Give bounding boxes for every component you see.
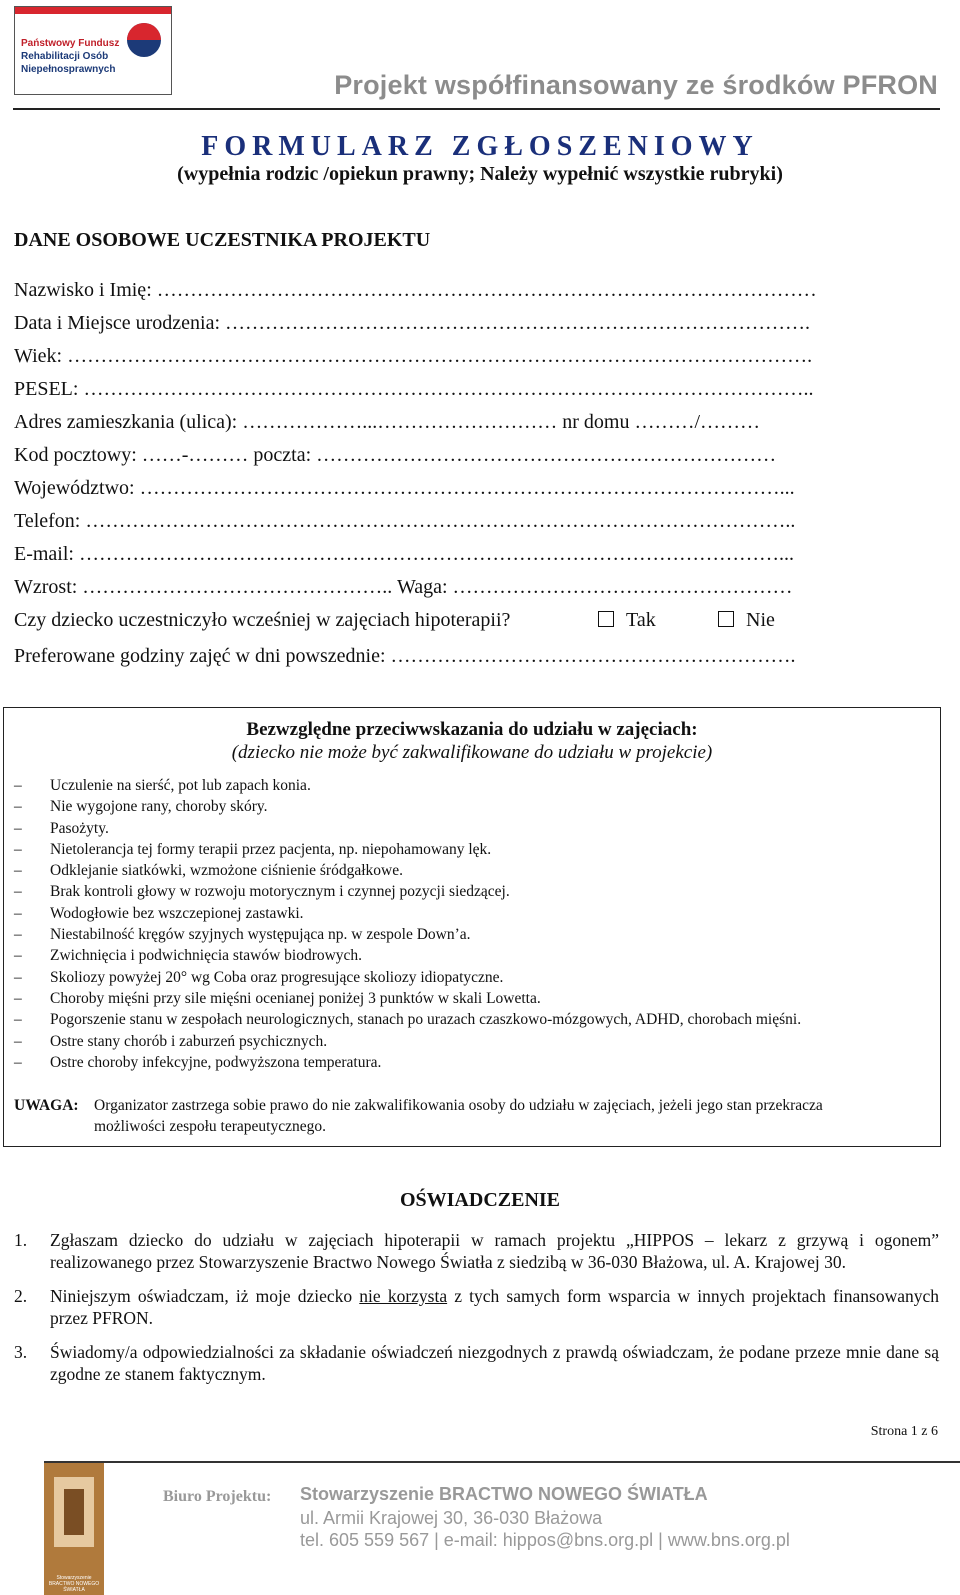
option-no-label: Nie [746,609,775,631]
declaration-title: OŚWIADCZENIE [399,1189,561,1211]
field-postal[interactable]: Kod pocztowy: ……-……… poczta: …………………………………………………………… [14,444,777,466]
field-preferred-hours[interactable]: Preferowane godziny zajęć w dni powszednie: ……………………………………………………. [14,645,796,667]
bns-logo [44,1463,104,1595]
contraindications-subtitle: (dziecko nie może być zakwalifikowane do udziału w projekcie) [231,742,713,763]
list-item: – Pasożyty. [12,818,801,839]
field-height-weight[interactable]: Wzrost: ……………………………………….. Waga: …………………………………………… [14,576,793,598]
declaration-item-2 [14,1285,939,1329]
list-item: – Skoliozy powyżej 20° wg Coba oraz progresujące skoliozy idiopatyczne. [12,967,801,988]
section-title: DANE OSOBOWE UCZESTNIKA PROJEKTU [14,229,431,251]
field-email[interactable]: E-mail: ……………………………………………………………………………………………... [14,543,794,565]
list-item: – Niestabilność kręgów szyjnych występująca np. w zespole Down’a. [12,924,801,945]
logo-line-1: Państwowy Fundusz [21,38,120,49]
list-item: – Odklejanie siatkówki, wzmożone ciśnienie śródgałkowe. [12,860,801,881]
footer-label: Biuro Projektu: [163,1488,272,1505]
field-name[interactable]: Nazwisko i Imię: ……………………………………………………………………………………… [14,279,817,301]
header-divider [13,108,940,110]
field-pesel[interactable]: PESEL: ……………………………………………………………………………………………….. [14,378,814,400]
declaration-underlined: nie korzysta [359,1286,448,1306]
footer-contact: tel. 605 559 567 | e-mail: hippos@bns.org.pl | www.bns.org.pl [300,1530,790,1550]
field-birth[interactable]: Data i Miejsce urodzenia: ……………………………………………………………………………. [14,312,811,334]
bns-logo-caption: Stowarzyszenie BRACTWO NOWEGO ŚWIATŁA [48,1575,100,1593]
declaration-item-1 [14,1229,939,1273]
list-item: – Nietolerancja tej formy terapii przez pacjenta, np. niepohamowany lęk. [12,839,801,860]
footer-address: ul. Armii Krajowej 30, 36-030 Błażowa [300,1508,603,1528]
declaration-number: 2. [14,1286,28,1306]
form-subtitle: (wypełnia rodzic /opiekun prawny; Należy wypełnić wszystkie rubryki) [177,163,783,185]
list-item: – Uczulenie na sierść, pot lub zapach konia. [12,775,801,796]
list-item: – Nie wygojone rany, choroby skóry. [12,796,801,817]
declaration-text: Zgłaszam dziecko do udziału w zajęciach hipoterapii w ramach projektu „HIPPOS – lekarz z grzywą i ogonem” realizowanego przez Stowarzyszenie Bractwo Nowego Światła z siedzibą w 36-030 Błażowa, ul. A. Krajowej 30. [50,1230,939,1272]
option-yes[interactable] [598,609,656,632]
contraindications-box [3,707,941,1147]
uwaga-note [14,1095,929,1137]
pfron-logo [14,6,172,95]
declaration-item-3 [14,1341,939,1385]
checkbox-icon[interactable] [598,611,614,627]
declaration-number: 1. [14,1230,28,1250]
declaration-text-after: z tych samych form wsparcia w innych projektach finansowanych przez PFRON. [50,1286,939,1328]
pfron-emblem-icon [127,23,161,57]
prior-hippotherapy-question: Czy dziecko uczestniczyło wcześniej w zajęciach hipoterapii? [14,609,511,631]
option-no[interactable] [718,609,775,632]
field-age[interactable]: Wiek: …………………………………………………………………………………………………. [14,345,813,367]
checkbox-icon[interactable] [718,611,734,627]
list-item: – Wodogłowie bez wszczepionej zastawki. [12,903,801,924]
list-item: – Pogorszenie stanu w zespołach neurologicznych, stanach po urazach czaszkowo-mózgowych, ADHD, chorobach mięśni. [12,1009,801,1030]
logo-line-3: Niepełnosprawnych [21,64,116,75]
declaration-text [50,1285,939,1329]
page-number: Strona 1 z 6 [870,1424,938,1439]
uwaga-text-2: możliwości zespołu terapeutycznego. [94,1118,326,1135]
form-title: FORMULARZ ZGŁOSZENIOWY [201,131,759,162]
option-yes-label: Tak [626,609,656,631]
logo-text [21,37,119,76]
logo-line-2: Rehabilitacji Osób [21,51,109,62]
project-title: Projekt współfinansowany ze środków PFRON [334,70,938,100]
contraindications-list [12,775,801,1073]
logo-red-stripe [15,7,171,14]
list-item: – Brak kontroli głowy w rozwoju motorycznym i czynnej pozycji siedzącej. [12,881,801,902]
contraindications-title: Bezwzględne przeciwwskazania do udziału w zajęciach: [246,719,698,740]
declaration-number: 3. [14,1342,28,1362]
uwaga-label: UWAGA: [14,1097,79,1114]
field-address[interactable]: Adres zamieszkania (ulica): ………………...……………………… nr domu ………/……… [14,411,760,433]
field-voivodeship[interactable]: Województwo: ……………………………………………………………………………………... [14,477,795,499]
field-phone[interactable]: Telefon: …………………………………………………………………………………………….. [14,510,796,532]
list-item: – Choroby mięśni przy sile mięśni ocenianej poniżej 3 punktów w skali Lowetta. [12,988,801,1009]
list-item: – Zwichnięcia i podwichnięcia stawów biodrowych. [12,945,801,966]
declaration-text: Świadomy/a odpowiedzialności za składanie oświadczeń niezgodnych z prawdą oświadczam, że podane przeze mnie dane są zgodne ze stanem faktycznym. [50,1342,939,1384]
declaration-text-before: Niniejszym oświadczam, iż moje dziecko [50,1286,353,1306]
uwaga-text-1: Organizator zastrzega sobie prawo do nie zakwalifikowania osoby do udziału w zajęciach, jeżeli jego stan przekracza [94,1097,823,1114]
footer-divider [44,1461,960,1463]
list-item: – Ostre stany chorób i zaburzeń psychicznych. [12,1031,801,1052]
footer-organization: Stowarzyszenie BRACTWO NOWEGO ŚWIATŁA [300,1484,708,1504]
list-item: – Ostre choroby infekcyjne, podwyższona temperatura. [12,1052,801,1073]
